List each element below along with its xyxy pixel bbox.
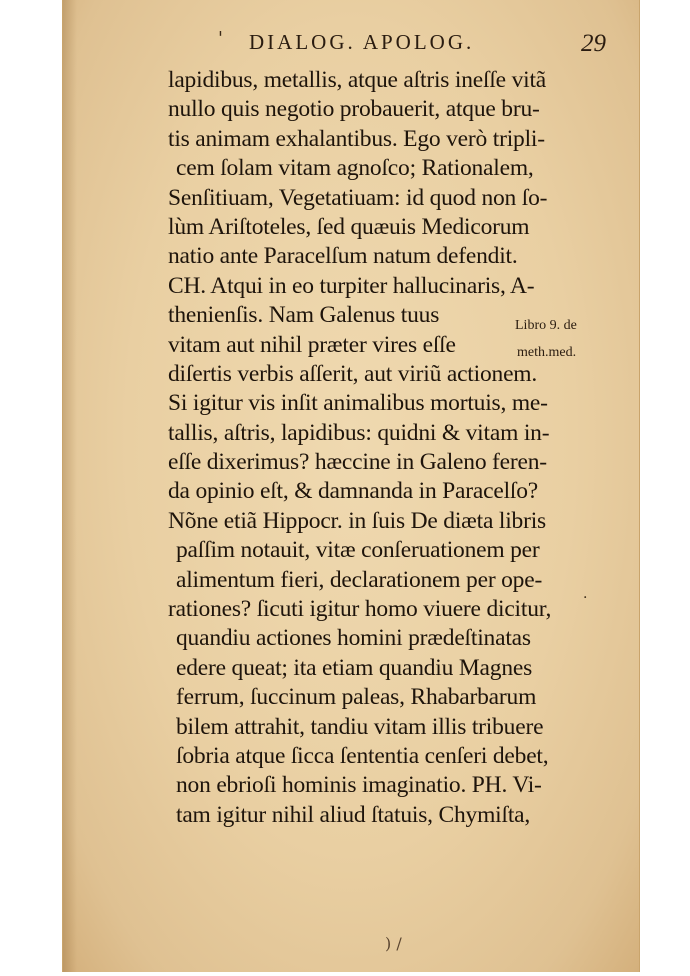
text-line: Nõne etiã Hippocr. in ſuis De diæta libris (168, 507, 546, 534)
text-line: vitam aut nihil præter vires eſſe (168, 331, 456, 358)
text-line: da opinio eſt, & damnanda in Paracelſo? (168, 478, 539, 505)
text-line: bilem attrahit, tandiu vitam illis tribuere (176, 713, 544, 740)
text-line: alimentum fieri, declarationem per ope- (176, 566, 543, 593)
margin-note: Libro 9. de (515, 318, 577, 333)
text-line: cem ſolam vitam agnoſco; Rationalem, (176, 155, 534, 182)
text-line: edere queat; ita etiam quandiu Magnes (176, 654, 533, 681)
text-line: lapidibus, metallis, atque aſtris ineſſe vitã (168, 67, 547, 93)
text-line: tam igitur nihil aliud ſtatuis, Chymiſta, (176, 801, 531, 828)
text-line: tis animam exhalantibus. Ego verò tripli- (168, 125, 545, 152)
body-text (168, 66, 618, 830)
text-line: non ebrioſi hominis imaginatio. PH. Vi- (176, 772, 542, 799)
text-line: tallis, aſtris, lapidibus: quidni & vitam in- (168, 419, 550, 446)
text-line: lùm Ariſtoteles, ſed quæuis Medicorum (168, 213, 530, 240)
text-line: natio ante Paracelſum natum defendit. (168, 243, 518, 270)
text-line: thenienſis. Nam Galenus tuus (168, 302, 440, 329)
margin-note: meth.med. (517, 345, 577, 360)
text-line: Si igitur vis inſit animalibus mortuis, me- (168, 390, 548, 417)
text-line: rationes? ſicuti igitur homo viuere dicitur, (168, 596, 552, 623)
running-head: DIALOG. APOLOG. (249, 30, 475, 54)
text-line: paſſim notauit, vitæ conſeruationem per (176, 537, 540, 564)
page-number: 29 (581, 30, 606, 57)
text-line: eſſe dixerimus? hæccine in Galeno feren- (168, 449, 547, 476)
text-line: ſobria atque ſicca ſententia cenſeri debet, (176, 742, 549, 769)
text-line: ferrum, ſuccinum paleas, Rhabarbarum (176, 684, 537, 711)
text-line: nullo quis negotio probauerit, atque bru- (168, 96, 540, 123)
text-line: quandiu actiones homini prædeſtinatas (176, 625, 531, 652)
text-line: diſertis verbis aſſerit, aut viriũ actionem. (168, 360, 538, 387)
book-page (62, 0, 640, 972)
printer-mark: ' (218, 28, 223, 49)
ink-speck: · (583, 590, 588, 606)
text-line: Senſitiuam, Vegetatiuam: id quod non ſo- (168, 184, 548, 211)
text-line: CH. Atqui in eo turpiter hallucinaris, A- (168, 272, 535, 299)
page-bottom-marks: ) / (385, 934, 402, 953)
